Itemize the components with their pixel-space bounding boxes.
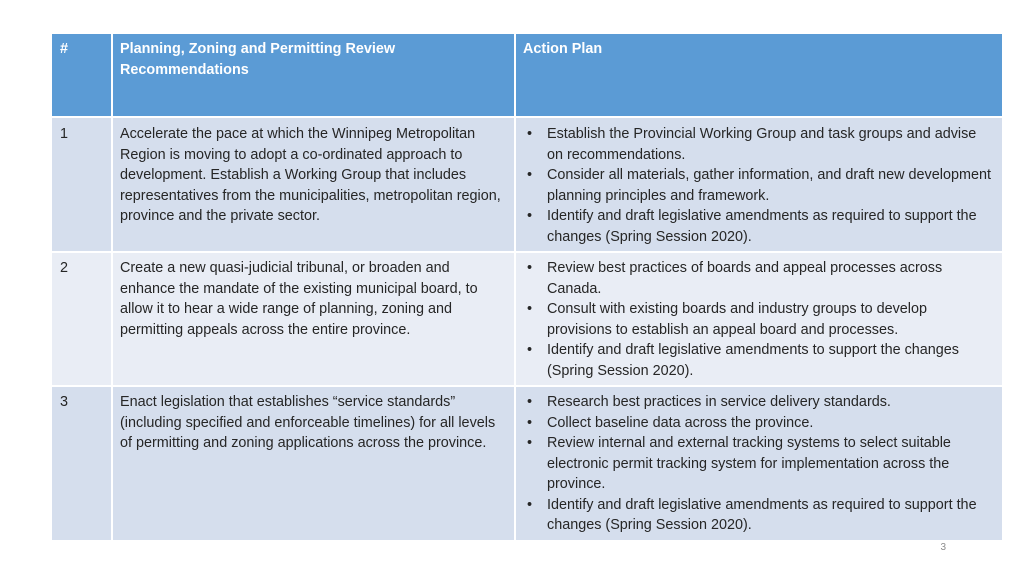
- header-action-plan: Action Plan: [515, 33, 1003, 117]
- action-item: • Review best practices of boards and appeal processes across Canada.: [524, 258, 994, 299]
- table-row: [51, 252, 1003, 386]
- action-plan-cell: [515, 386, 1003, 541]
- row-number: 3: [51, 386, 112, 541]
- action-item: • Consider all materials, gather information, and draft new development planning principles and framework.: [524, 165, 994, 206]
- action-item: • Identify and draft legislative amendments as required to support the changes (Spring Session 2020).: [524, 495, 994, 536]
- recommendations-table: [50, 32, 1004, 542]
- action-item: • Review internal and external tracking systems to select suitable electronic permit tracking system for implementation across the province.: [524, 433, 994, 495]
- header-recommendation: Planning, Zoning and Permitting Review Recommendations: [112, 33, 515, 117]
- action-plan-cell: [515, 252, 1003, 386]
- action-item: • Research best practices in service delivery standards.: [524, 392, 994, 413]
- recommendation-text: Create a new quasi-judicial tribunal, or broaden and enhance the mandate of the existing municipal board, to allow it to hear a wide range of planning, zoning and permitting appeals across the entire province.: [112, 252, 515, 386]
- action-list: [524, 392, 994, 536]
- recommendation-text: Enact legislation that establishes “service standards” (including specified and enforceable timelines) for all levels of permitting and zoning applications across the province.: [112, 386, 515, 541]
- action-item: • Identify and draft legislative amendments to support the changes (Spring Session 2020).: [524, 340, 994, 381]
- action-plan-cell: [515, 117, 1003, 252]
- action-item: • Collect baseline data across the province.: [524, 413, 994, 434]
- action-item: • Establish the Provincial Working Group and task groups and advise on recommendations.: [524, 124, 994, 165]
- table-header-row: [51, 33, 1003, 117]
- action-item: • Identify and draft legislative amendments as required to support the changes (Spring Session 2020).: [524, 206, 994, 247]
- row-number: 2: [51, 252, 112, 386]
- page-number: 3: [940, 542, 946, 553]
- table-row: [51, 117, 1003, 252]
- header-number: #: [51, 33, 112, 117]
- action-list: [524, 124, 994, 247]
- action-list: [524, 258, 994, 381]
- row-number: 1: [51, 117, 112, 252]
- table-row: [51, 386, 1003, 541]
- recommendation-text: Accelerate the pace at which the Winnipeg Metropolitan Region is moving to adopt a co-ordinated approach to development. Establish a Working Group that includes representatives from the municipalities, metropolitan region, province and the private sector.: [112, 117, 515, 252]
- action-item: • Consult with existing boards and industry groups to develop provisions to establish an appeal board and processes.: [524, 299, 994, 340]
